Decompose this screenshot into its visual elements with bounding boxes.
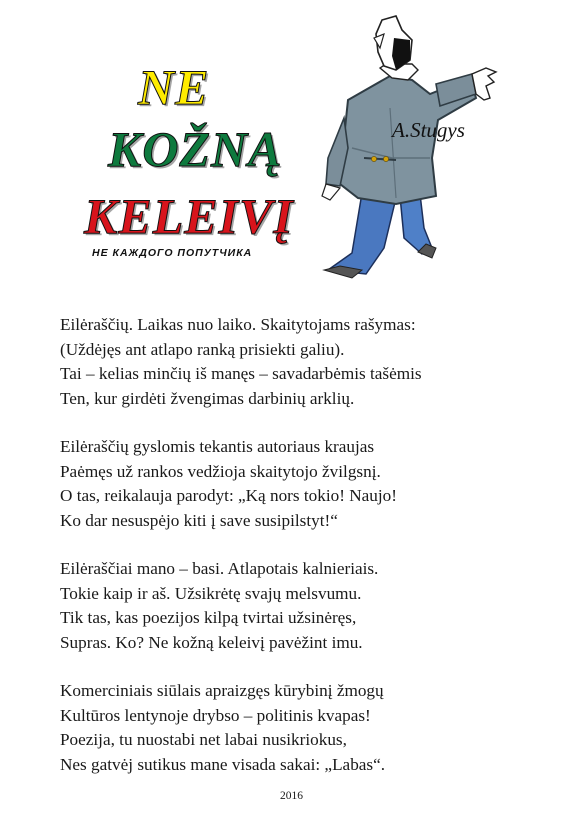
poem-line: Tokie kaip ir aš. Užsikrėtę svajų melsvumu. [60,583,362,603]
poem-line: Eilėraščių. Laikas nuo laiko. Skaitytojams rašymas: [60,315,416,334]
title-line-kozna: KOŽNĄ [108,121,283,177]
poem-line: Eilėraščiai mano – basi. Atlapotais kalnieriais. [60,559,379,578]
russian-subtitle: НЕ КАЖДОГО ПОПУТЧИКА [92,247,253,259]
poem-line: Eilėraščių gyslomis tekantis autoriaus kraujas [60,437,375,456]
coat-button [371,156,376,161]
stanza [60,313,560,411]
author-signature: A.Stugys [392,118,465,142]
poem [60,313,560,801]
poem-line: Tai – kelias minčių iš manęs – savadarbėmis tašėmis [60,364,422,383]
poem-line: Nes gatvėj sutikus mane visada sakai: „Labas“. [60,754,386,774]
publication-year: 2016 [280,790,303,802]
stanza [60,435,560,533]
stanza [60,679,560,777]
poem-line: Komerciniais siūlais apraizgęs kūrybinį žmogų [60,681,384,700]
poem-line: Ten, kur girdėti žvengimas darbinių arklių. [60,388,355,408]
poem-line: Poezija, tu nuostabi net labai nusikriokus, [60,730,347,749]
title-line-keleivi: KELEIVĮ [84,188,294,244]
left-pant-leg [328,193,396,274]
poem-line: Supras. Ko? Ne kožną keleivį pavėžint imu. [60,632,363,652]
title-line-ne: NE [138,59,210,115]
stanza [60,557,560,655]
poem-line: Ko dar nesuspėjo kiti į save susipilstyt!“ [60,510,338,530]
poem-line: O tas, reikalauja parodyt: „Ką nors tokio! Naujo! [60,486,397,505]
poem-line: Kultūros lentynoje drybso – politinis kvapas! [60,705,371,725]
walking-man-illustration [300,8,510,288]
poem-line: Paėmęs už rankos vedžioja skaitytojo žvilgsnį. [60,461,381,481]
poem-line: (Uždėjęs ant atlapo ranką prisiekti galiu). [60,339,345,359]
poem-line: Tik tas, kas poezijos kilpą tvirtai užsinėręs, [60,608,357,627]
